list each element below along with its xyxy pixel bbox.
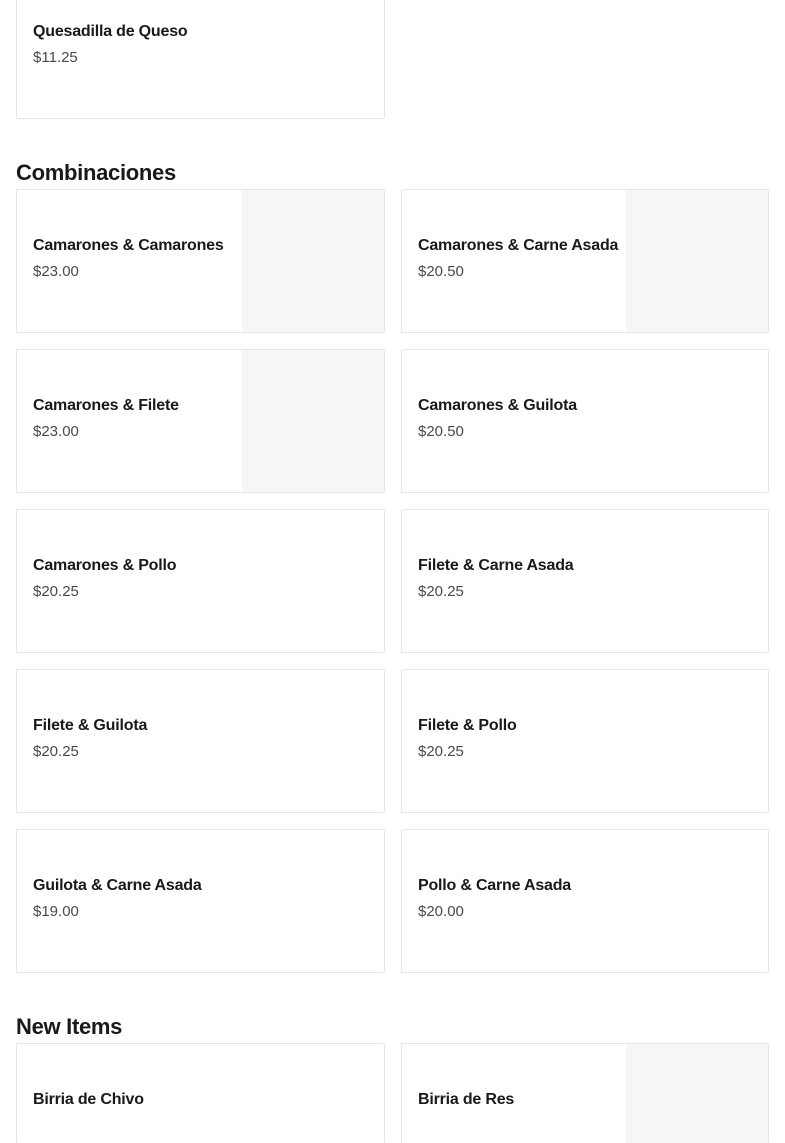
menu-item-price: $20.25 [418, 743, 464, 760]
menu-item-name: Camarones & Guilota [418, 397, 577, 414]
menu-item-name: Filete & Carne Asada [418, 557, 574, 574]
menu-item-card[interactable] [16, 349, 385, 493]
menu-item-card[interactable] [401, 829, 769, 973]
menu-item-name: Camarones & Pollo [33, 557, 177, 574]
menu-item-name: Camarones & Filete [33, 397, 179, 414]
menu-item-card[interactable] [401, 669, 769, 813]
menu-item-price: $20.25 [418, 583, 464, 600]
menu-item-name: Pollo & Carne Asada [418, 877, 571, 894]
menu-item-card[interactable] [16, 669, 385, 813]
menu-item-card[interactable] [401, 509, 769, 653]
menu-item-price: $23.00 [33, 423, 79, 440]
menu-item-price: $20.50 [418, 423, 464, 440]
menu-item-price: $23.00 [33, 263, 79, 280]
menu-item-name: Filete & Pollo [418, 717, 517, 734]
menu-item-card[interactable] [16, 829, 385, 973]
menu-item-name: Camarones & Carne Asada [418, 237, 619, 254]
menu-item-card[interactable] [16, 1043, 385, 1143]
menu-item-price: $20.00 [418, 903, 464, 920]
menu-item-name: Guilota & Carne Asada [33, 877, 202, 894]
menu-item-price: $19.00 [33, 903, 79, 920]
menu-item-card[interactable] [16, 509, 385, 653]
menu-item-price: $20.25 [33, 583, 79, 600]
menu-item-name: Quesadilla de Queso [33, 23, 188, 40]
menu-item-name: Camarones & Camarones [33, 237, 224, 254]
menu-item-card[interactable] [401, 1043, 769, 1143]
menu-item-name: Filete & Guilota [33, 717, 148, 734]
menu-item-price: $11.25 [33, 49, 78, 66]
menu-item-card[interactable] [401, 189, 769, 333]
menu-item-name: Birria de Chivo [33, 1091, 144, 1108]
menu-item-card[interactable] [401, 349, 769, 493]
section-title-combinaciones: Combinaciones [16, 160, 176, 185]
section-title-new-items: New Items [16, 1014, 123, 1039]
menu-item-price: $20.50 [418, 263, 464, 280]
menu-item-price: $20.25 [33, 743, 79, 760]
menu-item-card[interactable] [16, 0, 385, 119]
menu-item-card[interactable] [16, 189, 385, 333]
menu-item-name: Birria de Res [418, 1091, 515, 1108]
